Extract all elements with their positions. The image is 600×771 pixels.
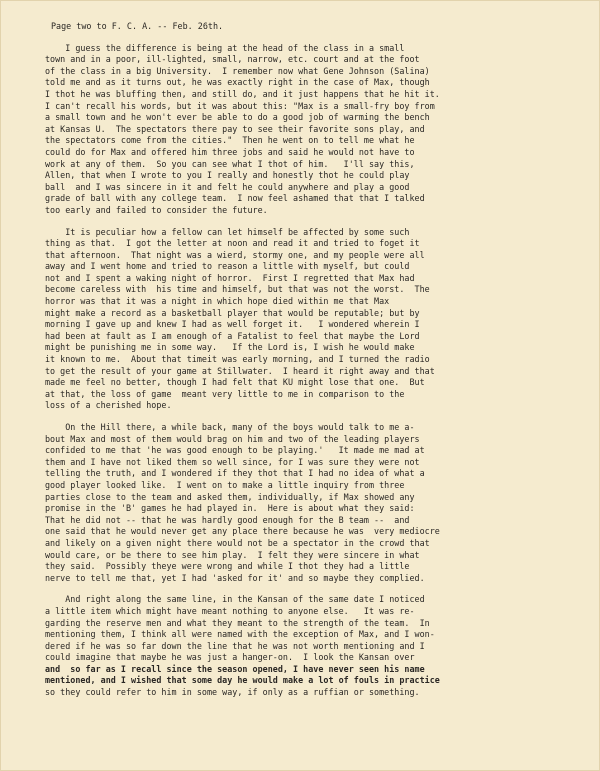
text-line: horror was that it was a night in which hope died within me that Max bbox=[45, 296, 390, 307]
text-line: parties close to the team and asked them, individually, if Max showed any bbox=[45, 491, 415, 502]
text-line: grade of ball with any college team. I now feel ashamed that that I talked bbox=[45, 193, 425, 204]
text-line: I guess the difference is being at the head of the class in a small bbox=[45, 42, 405, 53]
text-line: mentioning them, I think all were named with the exception of Max, and I won- bbox=[45, 629, 435, 640]
text-line: I can't recall his words, but it was about this: "Max is a small-fry boy from bbox=[45, 100, 435, 111]
text-line: one said that he would never get any place there because he was very mediocre bbox=[45, 526, 440, 537]
text-line: could do for Max and offered him three jobs and said he would not have to bbox=[45, 146, 415, 157]
text-line: mentioned, and I wished that some day he would make a lot of fouls in practice bbox=[45, 675, 440, 686]
text-line: garding the reserve men and what they meant to the strength of the team. In bbox=[45, 617, 430, 628]
text-line: promise in the 'B' games he had played in. Here is about what they said: bbox=[45, 503, 415, 514]
paragraph-3 bbox=[45, 422, 575, 584]
text-line: they said. Possibly theye were wrong and while I thot they had a little bbox=[45, 561, 410, 572]
text-line: That he did not -- that he was hardly good enough for the B team -- and bbox=[45, 514, 410, 525]
text-line: I thot he was bluffing then, and still do, and it just happens that he hit it. bbox=[45, 88, 440, 99]
text-line: at that, the loss of game meant very little to me in comparison to the bbox=[45, 388, 405, 399]
text-line: telling the truth, and I wondered if they thot that I had no idea of what a bbox=[45, 468, 425, 479]
text-line: so they could refer to him in some way, if only as a ruffian or something. bbox=[45, 687, 420, 698]
text-line: nerve to tell me that, yet I had 'asked for it' and so maybe they complied. bbox=[45, 572, 425, 583]
text-line: at Kansas U. The spectators there pay to see their favorite sons play, and bbox=[45, 123, 425, 134]
text-line: loss of a cherished hope. bbox=[45, 400, 172, 411]
text-line: told me and as it turns out, he was exactly right in the case of Max, though bbox=[45, 77, 430, 88]
text-line: had been at fault as I am enough of a Fatalist to feel that maybe the Lord bbox=[45, 330, 420, 341]
text-line: to get the result of your game at Stillwater. I heard it right away and that bbox=[45, 365, 435, 376]
text-line: On the Hill there, a while back, many of the boys would talk to me a- bbox=[45, 422, 415, 432]
text-line: dered if he was so far down the line that he was not worth mentioning and I bbox=[45, 640, 425, 651]
text-line: too early and failed to consider the future. bbox=[45, 204, 268, 215]
text-line: good player looked like. I went on to make a little inquiry from three bbox=[45, 479, 405, 490]
text-line: work at any of them. So you can see what I thot of him. I'll say this, bbox=[45, 158, 415, 169]
text-line: made me feel no better, though I had felt that KU might lose that one. But bbox=[45, 377, 425, 388]
paragraph-2 bbox=[45, 227, 575, 413]
text-line: would care, or be there to see him play. I felt they were sincere in what bbox=[45, 549, 420, 560]
text-line: away and I went home and tried to reason a little with myself, but could bbox=[45, 261, 410, 272]
text-line: the spectators come from the cities." Then he went on to tell me what he bbox=[45, 135, 415, 146]
text-line: might make a record as a basketball player that would be reputable; but by bbox=[45, 307, 420, 318]
page-header: Page two to F. C. A. -- Feb. 26th. bbox=[51, 21, 224, 31]
text-line: it known to me. About that timeit was early morning, and I turned the radio bbox=[45, 354, 430, 365]
text-line: town and in a poor, ill-lighted, small, narrow, etc. court and at the foot bbox=[45, 54, 420, 65]
text-line: It is peculiar how a fellow can let himself be affected by some such bbox=[45, 226, 410, 237]
text-line: a small town and he won't ever be able to do a good job of warming the bench bbox=[45, 112, 430, 123]
text-line: them and I have not liked them so well since, for I was sure they were not bbox=[45, 456, 420, 467]
text-line: not and I spent a waking night of horror. First I regretted that Max had bbox=[45, 272, 415, 283]
letter-body bbox=[45, 21, 575, 709]
text-line: morning I gave up and knew I had as well forget it. I wondered wherein I bbox=[45, 319, 420, 330]
text-line: might be punishing me in some way. If the Lord is, I wish he would make bbox=[45, 342, 415, 353]
text-line: And right along the same line, in the Kansan of the same date I noticed bbox=[45, 594, 425, 605]
text-line: of the class in a big University. I remember now what Gene Johnson (Salina) bbox=[45, 65, 430, 76]
text-line: Allen, that when I wrote to you I really and honestly thot he could play bbox=[45, 170, 410, 181]
text-line: could imagine that maybe he was just a hanger-on. I look the Kansan over bbox=[45, 652, 415, 663]
text-line: become careless with his time and himself, but that was not the worst. The bbox=[45, 284, 430, 295]
text-line: and likely on a given night there would not be a spectator in the crowd that bbox=[45, 537, 430, 548]
text-line: confided to me that 'he was good enough to be playing.' It made me mad at bbox=[45, 445, 425, 456]
text-line: a little item which might have meant nothing to anyone else. It was re- bbox=[45, 605, 415, 616]
paragraph-1 bbox=[45, 43, 575, 217]
paragraph-4 bbox=[45, 594, 575, 698]
text-line: that afternoon. That night was a wierd, stormy one, and my people were all bbox=[45, 249, 425, 260]
text-line: bout Max and most of them would brag on him and two of the leading players bbox=[45, 433, 420, 444]
text-line: and so far as I recall since the season opened, I have never seen his name bbox=[45, 663, 425, 674]
text-line: ball and I was sincere in it and felt he could anywhere and play a good bbox=[45, 181, 410, 192]
text-line: thing as that. I got the letter at noon and read it and tried to foget it bbox=[45, 238, 420, 249]
